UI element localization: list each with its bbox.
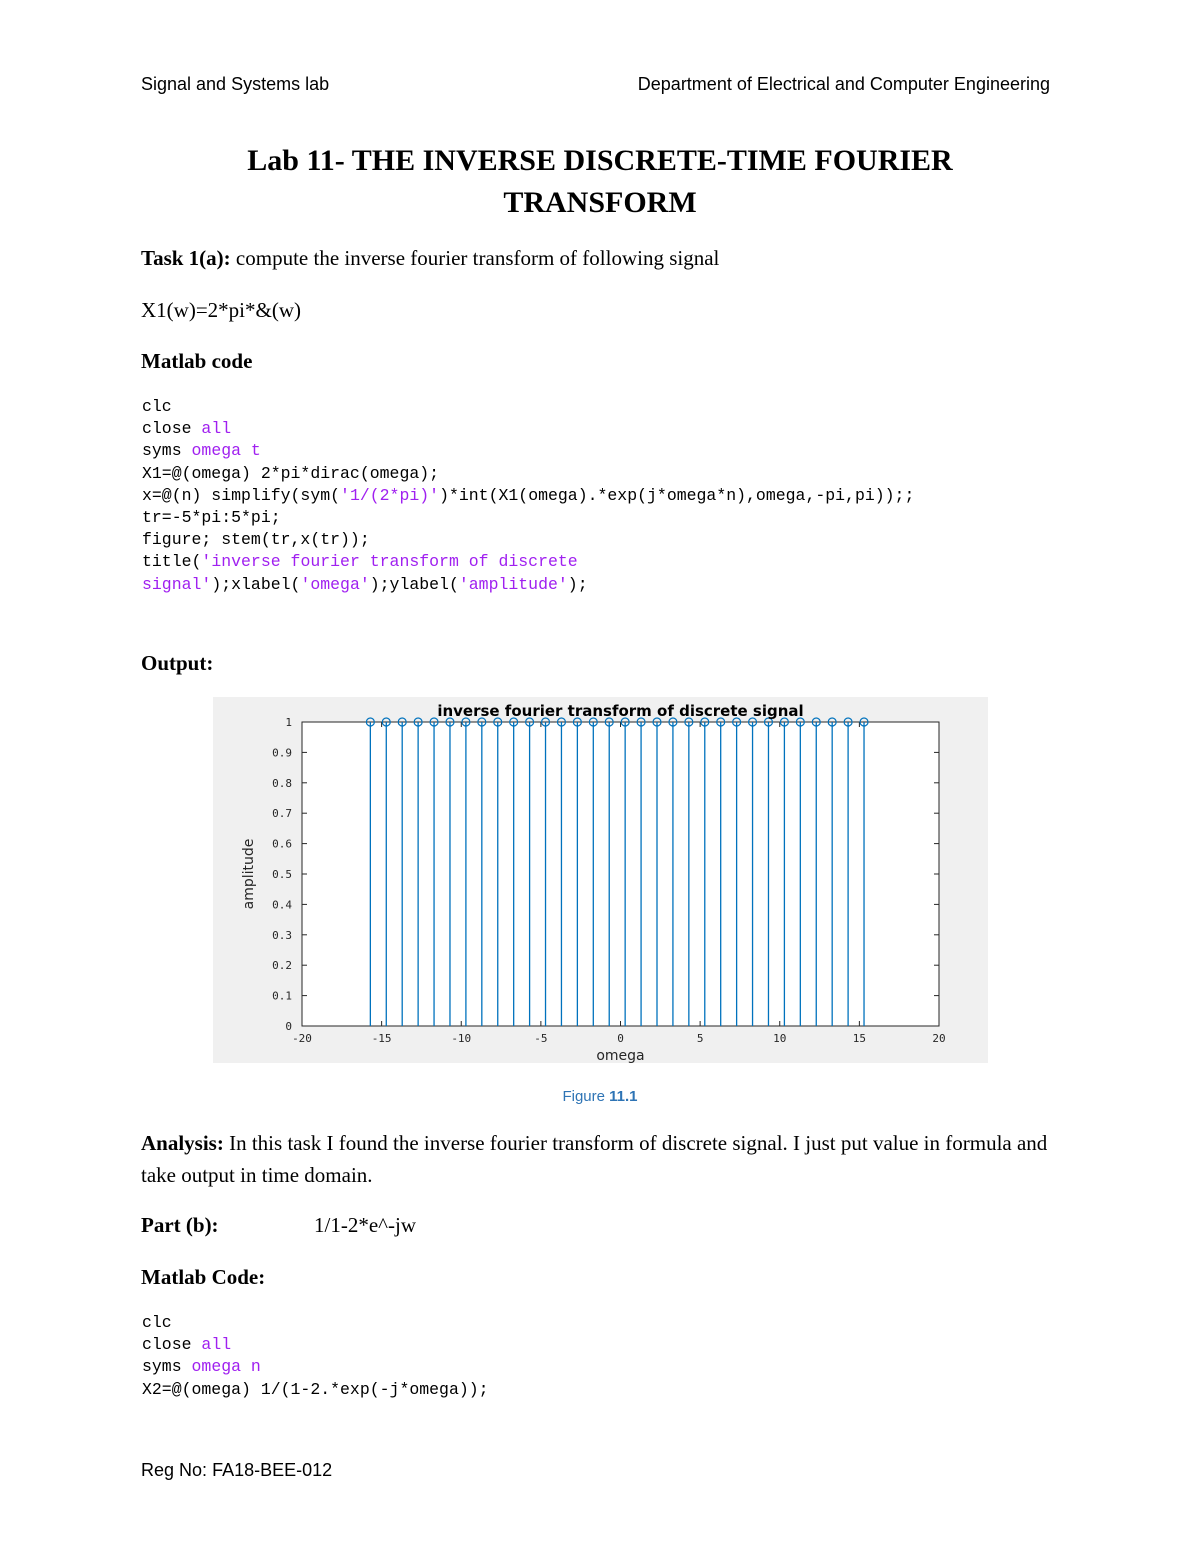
code-string: 'inverse fourier transform of discrete xyxy=(201,552,578,572)
y-tick-label: 0.2 xyxy=(272,959,292,973)
analysis-label: Analysis: xyxy=(141,1131,224,1155)
code-keyword: omega t xyxy=(191,441,261,461)
y-axis-label: amplitude xyxy=(241,838,257,910)
code-line: close all xyxy=(142,419,232,439)
code-keyword: omega n xyxy=(191,1357,261,1377)
y-tick-label: 0.8 xyxy=(272,776,292,790)
x-tick-label: -15 xyxy=(371,1032,392,1045)
plot-area xyxy=(302,722,939,1026)
title-line-1: Lab 11- THE INVERSE DISCRETE-TIME FOURIER xyxy=(247,144,953,177)
y-tick-label: 0.1 xyxy=(272,989,292,1003)
partb-formula: 1/1-2*e^-jw xyxy=(314,1213,416,1237)
stem-chart xyxy=(213,697,988,1063)
partb-statement xyxy=(141,1209,416,1241)
code-line: X1=@(omega) 2*pi*dirac(omega); xyxy=(142,463,440,483)
title-line-2: TRANSFORM xyxy=(503,186,697,219)
y-tick-label: 0.3 xyxy=(272,928,292,942)
partb-code-heading-wrap xyxy=(141,1261,265,1293)
footer xyxy=(141,1460,332,1481)
partb-label: Part (b): xyxy=(141,1213,219,1237)
x-tick-label: -20 xyxy=(292,1032,312,1045)
code-line: syms omega t xyxy=(142,441,261,461)
task1-statement xyxy=(141,242,719,274)
code-keyword: all xyxy=(201,1335,232,1355)
partb-code-heading: Matlab Code: xyxy=(141,1265,266,1289)
code-line: title('inverse fourier transform of discrete xyxy=(142,552,578,572)
x-tick-label: 10 xyxy=(773,1032,787,1045)
code-line: signal');xlabel('omega');ylabel('amplitude'); xyxy=(142,574,588,594)
task1-label: Task 1(a): xyxy=(141,246,231,270)
header-left: Signal and Systems lab xyxy=(141,74,330,94)
code-line: clc xyxy=(142,397,172,416)
y-tick-label: 0 xyxy=(285,1020,292,1033)
x-axis-label: omega xyxy=(596,1048,645,1063)
analysis-text: In this task I found the inverse fourier transform of discrete signal. I just put value in formula and take output in time domain. xyxy=(141,1131,1048,1187)
y-tick-label: 0.6 xyxy=(272,837,292,851)
y-tick-label: 0.9 xyxy=(272,746,292,760)
x-tick-label: 15 xyxy=(852,1032,866,1045)
task1-code-heading-wrap xyxy=(141,345,252,377)
analysis-paragraph xyxy=(141,1127,1061,1191)
header-right: Department of Electrical and Computer Engineering xyxy=(637,74,1050,94)
task1-formula: X1(w)=2*pi*&(w) xyxy=(141,298,301,322)
y-tick-label: 0.5 xyxy=(272,868,292,881)
code-line: close all xyxy=(142,1335,232,1355)
y-tick-label: 0.7 xyxy=(272,807,292,821)
code-string: signal' xyxy=(142,574,212,594)
output-heading-wrap xyxy=(141,647,213,679)
footer-value: FA18-BEE-012 xyxy=(212,1460,333,1480)
code-string: 'amplitude' xyxy=(458,574,568,594)
task1-code-heading: Matlab code xyxy=(141,349,253,373)
x-tick-label: 20 xyxy=(932,1032,946,1045)
page-title xyxy=(100,140,1100,224)
output-heading: Output: xyxy=(141,651,214,675)
code-line: x=@(n) simplify(sym('1/(2*pi)')*int(X1(omega).*exp(j*omega*n),omega,-pi,pi));; xyxy=(142,485,915,505)
code-string: 'omega' xyxy=(300,574,370,594)
code-keyword: all xyxy=(201,419,232,439)
code-line: clc xyxy=(142,1313,172,1332)
chart-title: inverse fourier transform of discrete signal xyxy=(437,702,804,720)
code-line: tr=-5*pi:5*pi; xyxy=(142,507,281,527)
figure-caption-prefix: Figure xyxy=(562,1088,605,1105)
y-tick-label: 0.4 xyxy=(272,898,292,912)
y-tick-label: 1 xyxy=(285,716,292,729)
code-string: '1/(2*pi)' xyxy=(340,485,440,505)
x-tick-label: -10 xyxy=(451,1032,472,1045)
partb-code-block xyxy=(142,1312,489,1401)
figure-caption-number: 11.1 xyxy=(609,1088,638,1105)
code-line: X2=@(omega) 1/(1-2.*exp(-j*omega)); xyxy=(142,1379,489,1399)
x-tick-label: 5 xyxy=(696,1032,704,1045)
stem-figure xyxy=(213,697,988,1063)
task1-text: compute the inverse fourier transform of following signal xyxy=(235,246,720,270)
figure-caption xyxy=(0,1088,1200,1105)
code-line: syms omega n xyxy=(142,1357,261,1377)
x-tick-label: 0 xyxy=(617,1032,624,1045)
task1-code-block xyxy=(142,396,914,596)
footer-label: Reg No: xyxy=(141,1460,208,1480)
code-line: figure; stem(tr,x(tr)); xyxy=(142,530,370,550)
x-tick-label: -5 xyxy=(534,1032,548,1045)
